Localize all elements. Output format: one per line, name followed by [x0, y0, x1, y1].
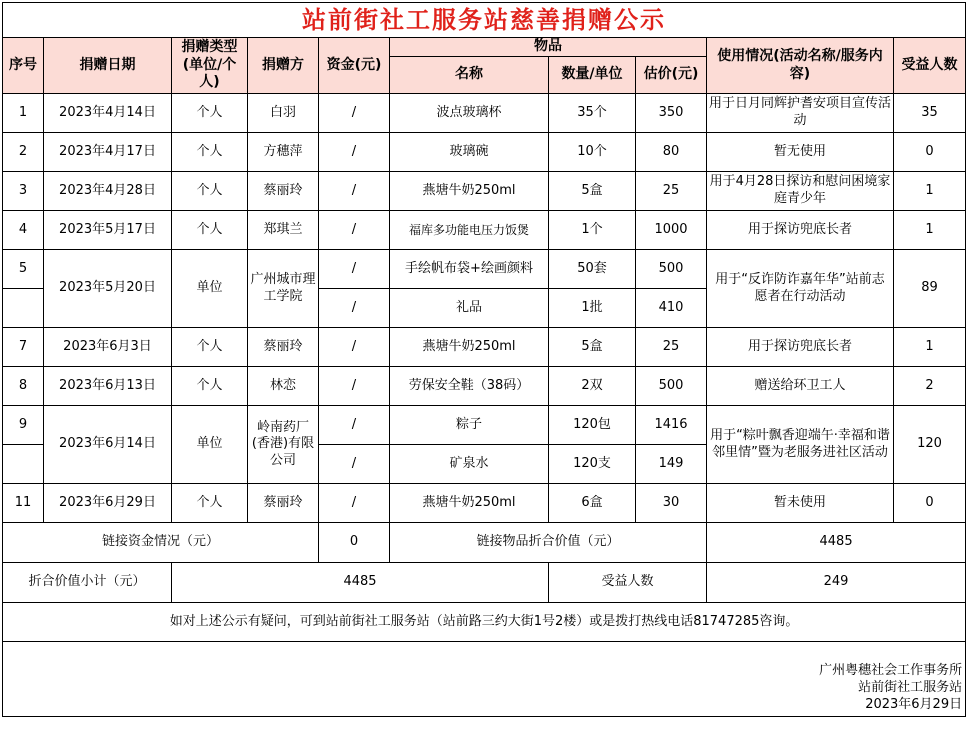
row-index [3, 289, 44, 328]
row-goods-qty: 1个 [549, 211, 636, 250]
row-date: 2023年6月14日 [44, 406, 172, 484]
row-usage: 用于4月28日探访和慰问困境家庭青少年 [707, 172, 894, 211]
row-goods-value: 25 [636, 172, 707, 211]
table-row [3, 211, 966, 250]
row-goods-value: 1000 [636, 211, 707, 250]
row-type: 个人 [172, 172, 248, 211]
row-goods-name: 燕塘牛奶250ml [390, 328, 549, 367]
row-type: 个人 [172, 94, 248, 133]
row-goods-qty: 2双 [549, 367, 636, 406]
row-goods-value: 500 [636, 367, 707, 406]
header-goods-value: 估价(元) [636, 57, 707, 94]
summary-row-totals [3, 563, 966, 603]
row-beneficiaries: 0 [894, 133, 966, 172]
signature-org: 广州粤穗社会工作事务所 [819, 663, 963, 679]
funds-summary-label: 链接资金情况（元） [3, 523, 319, 563]
goods-summary-value: 4485 [707, 523, 966, 563]
row-funds: / [319, 406, 390, 445]
row-usage: 用于探访兜底长者 [707, 328, 894, 367]
header-goods: 物品 [390, 38, 707, 57]
header-index: 序号 [3, 38, 44, 94]
row-goods-name: 玻璃碗 [390, 133, 549, 172]
row-goods-value: 410 [636, 289, 707, 328]
page-title: 站前街社工服务站慈善捐赠公示 [3, 3, 966, 38]
row-date: 2023年4月28日 [44, 172, 172, 211]
row-goods-name: 劳保安全鞋（38码） [390, 367, 549, 406]
row-usage: 暂未使用 [707, 484, 894, 523]
row-usage: 用于“粽叶飘香迎端午·幸福和谐邻里情”暨为老服务进社区活动 [707, 406, 894, 484]
row-funds: / [319, 94, 390, 133]
signature-block [3, 642, 966, 717]
row-goods-name: 礼品 [390, 289, 549, 328]
row-funds: / [319, 211, 390, 250]
row-beneficiaries: 2 [894, 367, 966, 406]
row-donor: 白羽 [248, 94, 319, 133]
signature-date: 2023年6月29日 [865, 697, 963, 713]
row-goods-qty: 5盒 [549, 172, 636, 211]
row-beneficiaries: 0 [894, 484, 966, 523]
row-date: 2023年6月3日 [44, 328, 172, 367]
row-donor: 蔡丽玲 [248, 172, 319, 211]
funds-summary-value: 0 [319, 523, 390, 563]
table-row [3, 328, 966, 367]
row-goods-value: 1416 [636, 406, 707, 445]
row-goods-name: 燕塘牛奶250ml [390, 484, 549, 523]
row-donor: 广州城市理工学院 [248, 250, 319, 328]
row-type: 个人 [172, 484, 248, 523]
row-goods-name: 粽子 [390, 406, 549, 445]
table-row [3, 172, 966, 211]
row-index: 9 [3, 406, 44, 445]
row-type: 单位 [172, 406, 248, 484]
row-index: 2 [3, 133, 44, 172]
row-goods-name: 燕塘牛奶250ml [390, 172, 549, 211]
row-beneficiaries: 89 [894, 250, 966, 328]
row-date: 2023年4月14日 [44, 94, 172, 133]
row-donor: 蔡丽玲 [248, 328, 319, 367]
row-goods-qty: 10个 [549, 133, 636, 172]
row-funds: / [319, 172, 390, 211]
row-goods-qty: 1批 [549, 289, 636, 328]
row-goods-value: 25 [636, 328, 707, 367]
signature-station: 站前街社工服务站 [858, 680, 963, 696]
row-usage: 用于“反诈防诈嘉年华”站前志愿者在行动活动 [707, 250, 894, 328]
row-goods-value: 500 [636, 250, 707, 289]
row-index: 11 [3, 484, 44, 523]
table-row [3, 133, 966, 172]
row-date: 2023年6月29日 [44, 484, 172, 523]
header-date: 捐赠日期 [44, 38, 172, 94]
row-goods-qty: 6盒 [549, 484, 636, 523]
row-usage: 赠送给环卫工人 [707, 367, 894, 406]
row-beneficiaries: 1 [894, 172, 966, 211]
row-donor: 岭南药厂(香港)有限公司 [248, 406, 319, 484]
row-goods-qty: 35个 [549, 94, 636, 133]
header-type: 捐赠类型(单位/个人) [172, 38, 248, 94]
row-goods-qty: 50套 [549, 250, 636, 289]
subtotal-value: 4485 [172, 563, 549, 603]
row-beneficiaries: 1 [894, 211, 966, 250]
row-index: 4 [3, 211, 44, 250]
row-usage: 用于探访兜底长者 [707, 211, 894, 250]
row-funds: / [319, 367, 390, 406]
row-goods-qty: 120支 [549, 445, 636, 484]
row-index: 7 [3, 328, 44, 367]
header-goods-qty: 数量/单位 [549, 57, 636, 94]
row-goods-value: 149 [636, 445, 707, 484]
row-beneficiaries: 120 [894, 406, 966, 484]
row-type: 个人 [172, 367, 248, 406]
row-beneficiaries: 1 [894, 328, 966, 367]
row-donor: 郑琪兰 [248, 211, 319, 250]
row-type: 个人 [172, 211, 248, 250]
row-goods-name: 矿泉水 [390, 445, 549, 484]
table-row [3, 250, 966, 289]
row-donor: 林恋 [248, 367, 319, 406]
row-goods-qty: 5盒 [549, 328, 636, 367]
summary-row-links [3, 523, 966, 563]
row-index: 5 [3, 250, 44, 289]
header-donor: 捐赠方 [248, 38, 319, 94]
row-index: 8 [3, 367, 44, 406]
subtotal-label: 折合价值小计（元） [3, 563, 172, 603]
row-goods-value: 30 [636, 484, 707, 523]
row-donor: 方穗萍 [248, 133, 319, 172]
row-funds: / [319, 250, 390, 289]
row-date: 2023年6月13日 [44, 367, 172, 406]
row-goods-name: 手绘帆布袋+绘画颜料 [390, 250, 549, 289]
goods-summary-label: 链接物品折合价值（元） [390, 523, 707, 563]
header-goods-name: 名称 [390, 57, 549, 94]
row-beneficiaries: 35 [894, 94, 966, 133]
row-goods-value: 80 [636, 133, 707, 172]
row-goods-name: 波点玻璃杯 [390, 94, 549, 133]
total-beneficiaries-value: 249 [707, 563, 966, 603]
total-beneficiaries-label: 受益人数 [549, 563, 707, 603]
donation-notice-sheet [2, 2, 965, 717]
row-date: 2023年5月20日 [44, 250, 172, 328]
row-goods-qty: 120包 [549, 406, 636, 445]
row-funds: / [319, 484, 390, 523]
row-date: 2023年5月17日 [44, 211, 172, 250]
donation-table [2, 2, 966, 717]
row-funds: / [319, 289, 390, 328]
header-usage: 使用情况(活动名称/服务内容) [707, 38, 894, 94]
row-donor: 蔡丽玲 [248, 484, 319, 523]
row-type: 个人 [172, 328, 248, 367]
row-funds: / [319, 133, 390, 172]
row-goods-value: 350 [636, 94, 707, 133]
row-index: 3 [3, 172, 44, 211]
row-usage: 用于日月同辉护耆安项目宣传活动 [707, 94, 894, 133]
table-row [3, 367, 966, 406]
row-funds: / [319, 445, 390, 484]
row-type: 个人 [172, 133, 248, 172]
header-beneficiaries: 受益人数 [894, 38, 966, 94]
row-index: 1 [3, 94, 44, 133]
table-row [3, 94, 966, 133]
row-usage: 暂无使用 [707, 133, 894, 172]
row-type: 单位 [172, 250, 248, 328]
row-funds: / [319, 328, 390, 367]
row-index [3, 445, 44, 484]
header-funds: 资金(元) [319, 38, 390, 94]
row-date: 2023年4月17日 [44, 133, 172, 172]
table-row [3, 484, 966, 523]
inquiry-note: 如对上述公示有疑问，可到站前街社工服务站（站前路三约大街1号2楼）或是拨打热线电话81747285咨询。 [3, 603, 966, 642]
row-goods-name: 福库多功能电压力饭煲 [390, 211, 549, 250]
table-row [3, 406, 966, 445]
